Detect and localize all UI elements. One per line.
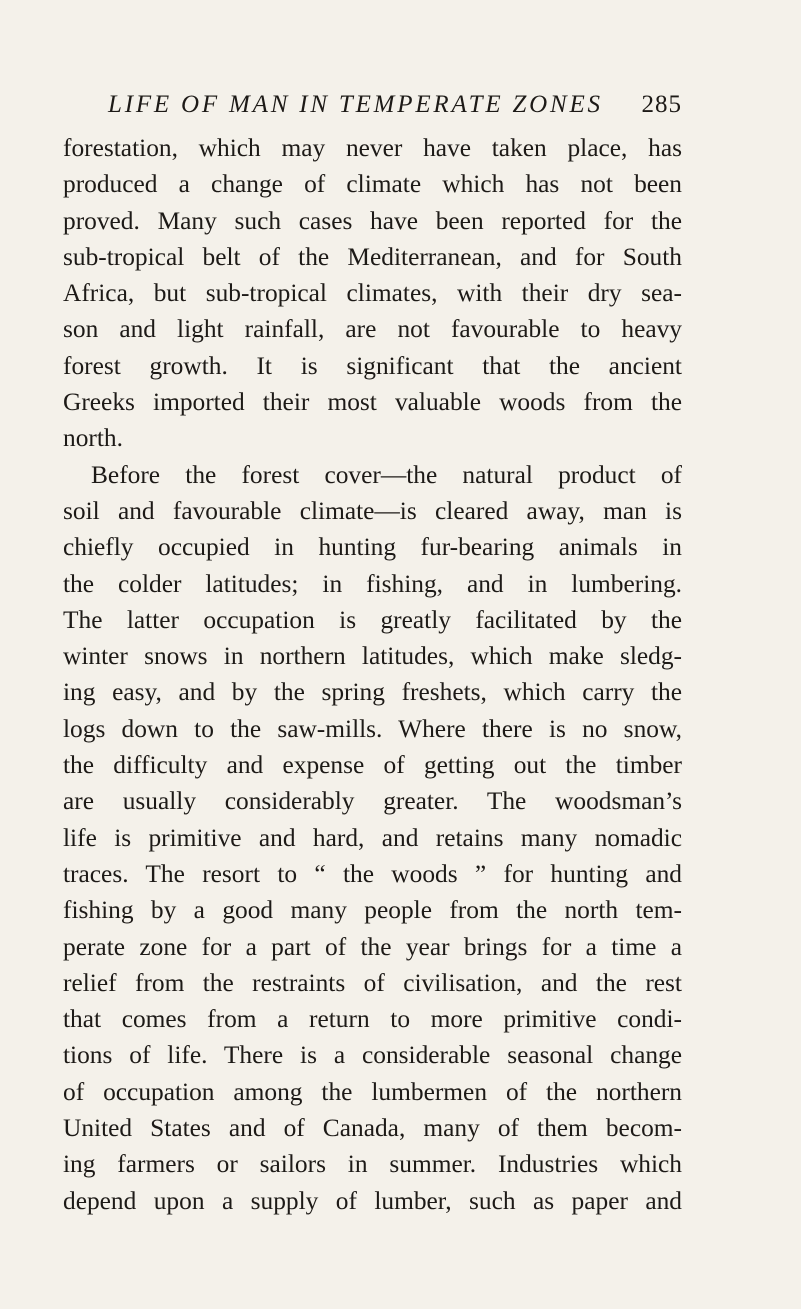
running-title: LIFE OF MAN IN TEMPERATE ZONES <box>108 91 603 118</box>
text-line: United States and of Canada, many of them becom- <box>63 1114 682 1143</box>
text-line: fishing by a good many people from the north tem- <box>63 896 682 925</box>
text-line: the difficulty and expense of getting out the timber <box>63 751 682 780</box>
text-line: of occupation among the lumbermen of the northern <box>63 1077 682 1106</box>
text-line: are usually considerably greater. The woodsman’s <box>63 787 682 816</box>
text-line: perate zone for a part of the year brings for a time a <box>63 932 682 961</box>
text-line: north. <box>63 424 123 453</box>
text-line: produced a change of climate which has not been <box>63 170 682 199</box>
text-line: the colder latitudes; in fishing, and in lumbering. <box>63 569 682 598</box>
page-number: 285 <box>641 91 682 118</box>
text-line: traces. The resort to “ the woods ” for hunting and <box>63 859 682 888</box>
text-line: winter snows in northern latitudes, which make sledg- <box>63 642 682 671</box>
text-line: Greeks imported their most valuable woods from the <box>63 388 682 417</box>
text-line: logs down to the saw-mills. Where there is no snow, <box>63 714 682 743</box>
text-line: chiefly occupied in hunting fur-bearing animals in <box>63 533 682 562</box>
text-line: The latter occupation is greatly facilitated by the <box>63 605 682 634</box>
text-line: Before the forest cover—the natural product of <box>91 460 682 489</box>
text-line: depend upon a supply of lumber, such as paper and <box>63 1186 682 1215</box>
text-line: forest growth. It is significant that the ancient <box>63 351 682 380</box>
running-header <box>108 88 682 122</box>
text-line: that comes from a return to more primitive condi- <box>63 1005 682 1034</box>
text-line: life is primitive and hard, and retains many nomadic <box>63 823 682 852</box>
text-line: Africa, but sub-tropical climates, with their dry sea- <box>63 279 682 308</box>
text-line: proved. Many such cases have been reported for the <box>63 206 682 235</box>
text-line: relief from the restraints of civilisation, and the rest <box>63 968 682 997</box>
text-line: ing easy, and by the spring freshets, which carry the <box>63 678 682 707</box>
text-line: ing farmers or sailors in summer. Industries which <box>63 1150 682 1179</box>
text-line: tions of life. There is a considerable seasonal change <box>63 1041 682 1070</box>
text-line: soil and favourable climate—is cleared away, man is <box>63 496 682 525</box>
body-text <box>63 130 682 1219</box>
text-line: forestation, which may never have taken place, has <box>63 134 682 162</box>
text-line: sub-tropical belt of the Mediterranean, and for South <box>63 242 682 271</box>
text-line: son and light rainfall, are not favourable to heavy <box>63 315 682 344</box>
